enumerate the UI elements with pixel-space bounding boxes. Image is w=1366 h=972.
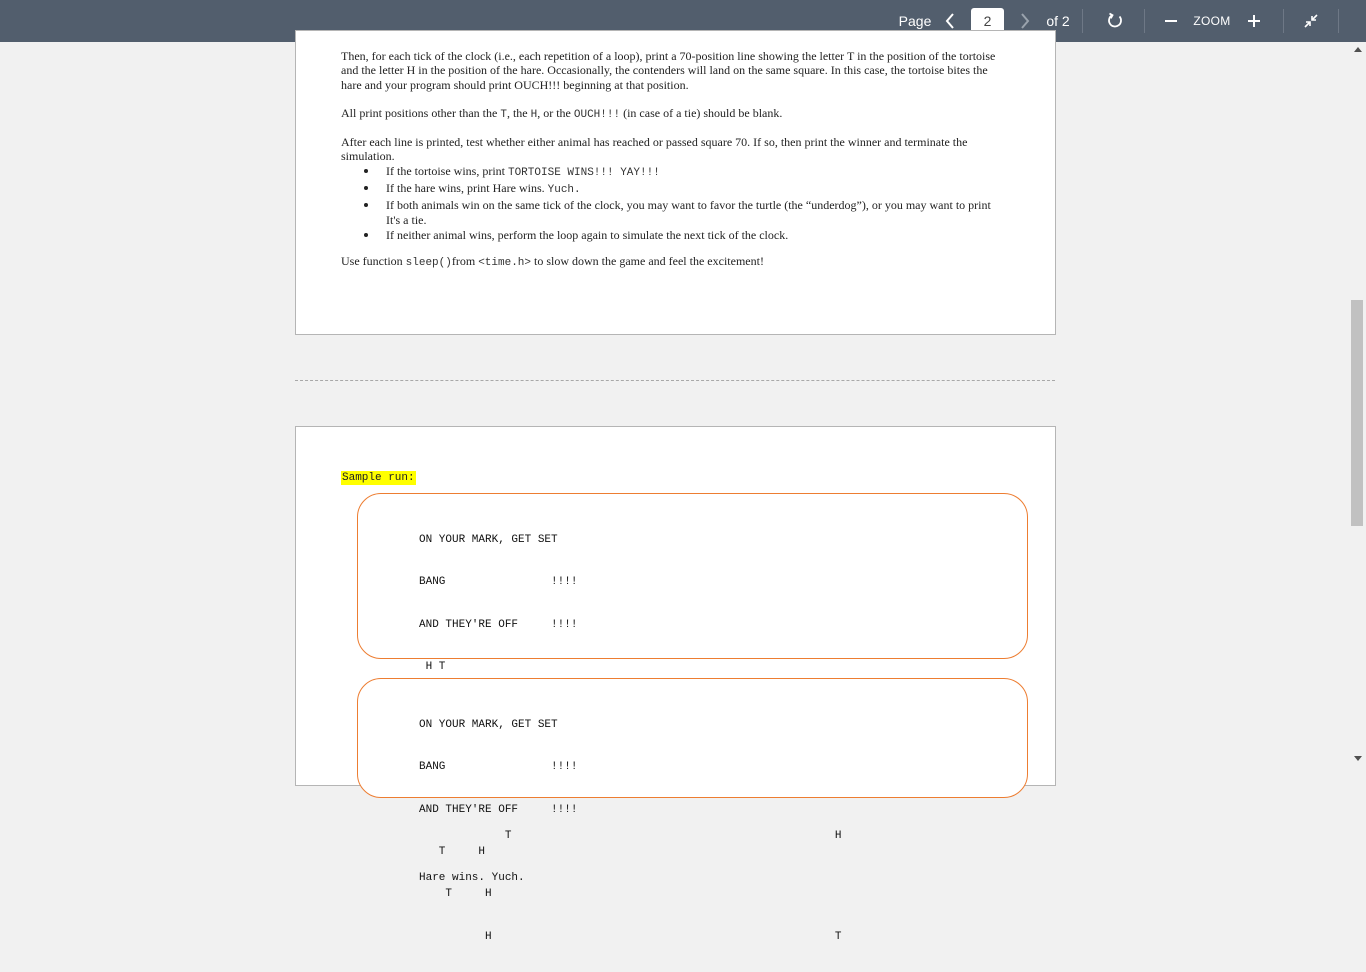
plus-icon <box>1247 14 1261 28</box>
sample-run-output-1: ON YOUR MARK, GET SET BANG !!!! AND THEY'RE OFF !!!! H T T H Hare wins. Yuch. <box>419 534 842 885</box>
page-label: Page <box>898 13 932 29</box>
list-item: If the tortoise wins, print TORTOISE WINS!!! YAY!!! <box>341 164 1001 181</box>
rotate-icon <box>1106 12 1124 30</box>
paragraph-sleep-hint: Use function sleep()from <time.h> to slow down the game and feel the excitement! <box>341 254 764 269</box>
toolbar-divider <box>1283 9 1284 33</box>
pdf-page-2 <box>295 426 1056 943</box>
sample-run-output-2: ON YOUR MARK, GET SET BANG !!!! AND THEY'RE OFF !!!! T H T H H T <box>419 719 842 943</box>
winner-bullet-list <box>341 164 1001 243</box>
scrollbar-thumb[interactable] <box>1351 300 1363 526</box>
list-item: If both animals win on the same tick of the clock, you may want to favor the turtle (the “underdog”), or you may want to print It's a tie. <box>341 198 1001 227</box>
zoom-label: ZOOM <box>1193 14 1231 28</box>
rotate-button[interactable] <box>1101 0 1129 42</box>
list-item: If the hare wins, print Hare wins. Yuch. <box>341 181 1001 198</box>
paragraph-winner-test: After each line is printed, test whether either animal has reached or passed square 70. If so, then print the winner and terminate the simulation. <box>341 135 968 164</box>
scroll-down-arrow-icon[interactable] <box>1354 756 1362 761</box>
toolbar-divider <box>1144 9 1145 33</box>
minus-icon <box>1164 14 1178 28</box>
chevron-right-icon <box>1020 13 1030 29</box>
zoom-in-button[interactable] <box>1242 0 1266 42</box>
toolbar-divider <box>1338 9 1339 33</box>
exit-fullscreen-button[interactable] <box>1297 0 1325 42</box>
paragraph-blank-positions: All print positions other than the T, the H, or the OUCH!!! (in case of a tie) should be blank. <box>341 106 783 121</box>
page-count-label: of 2 <box>1046 13 1070 29</box>
list-item: If neither animal wins, perform the loop again to simulate the next tick of the clock. <box>341 228 1001 243</box>
collapse-icon <box>1303 13 1319 29</box>
sample-run-label: Sample run: <box>342 472 415 484</box>
toolbar-divider <box>1082 9 1083 33</box>
zoom-out-button[interactable] <box>1159 0 1183 42</box>
page-divider <box>295 380 1055 381</box>
pdf-page-1 <box>295 30 1056 335</box>
scroll-up-arrow-icon[interactable] <box>1354 47 1362 52</box>
paragraph-print-line: Then, for each tick of the clock (i.e., each repetition of a loop), print a 70-position line showing the letter T in the position of the tortoise and the letter H in the position of the hare. Occasionally, the contenders will land on the same square. In this case, the tortoise bites the hare and your program should print OUCH!!! beginning at that position. <box>341 49 996 92</box>
chevron-left-icon <box>945 13 955 29</box>
